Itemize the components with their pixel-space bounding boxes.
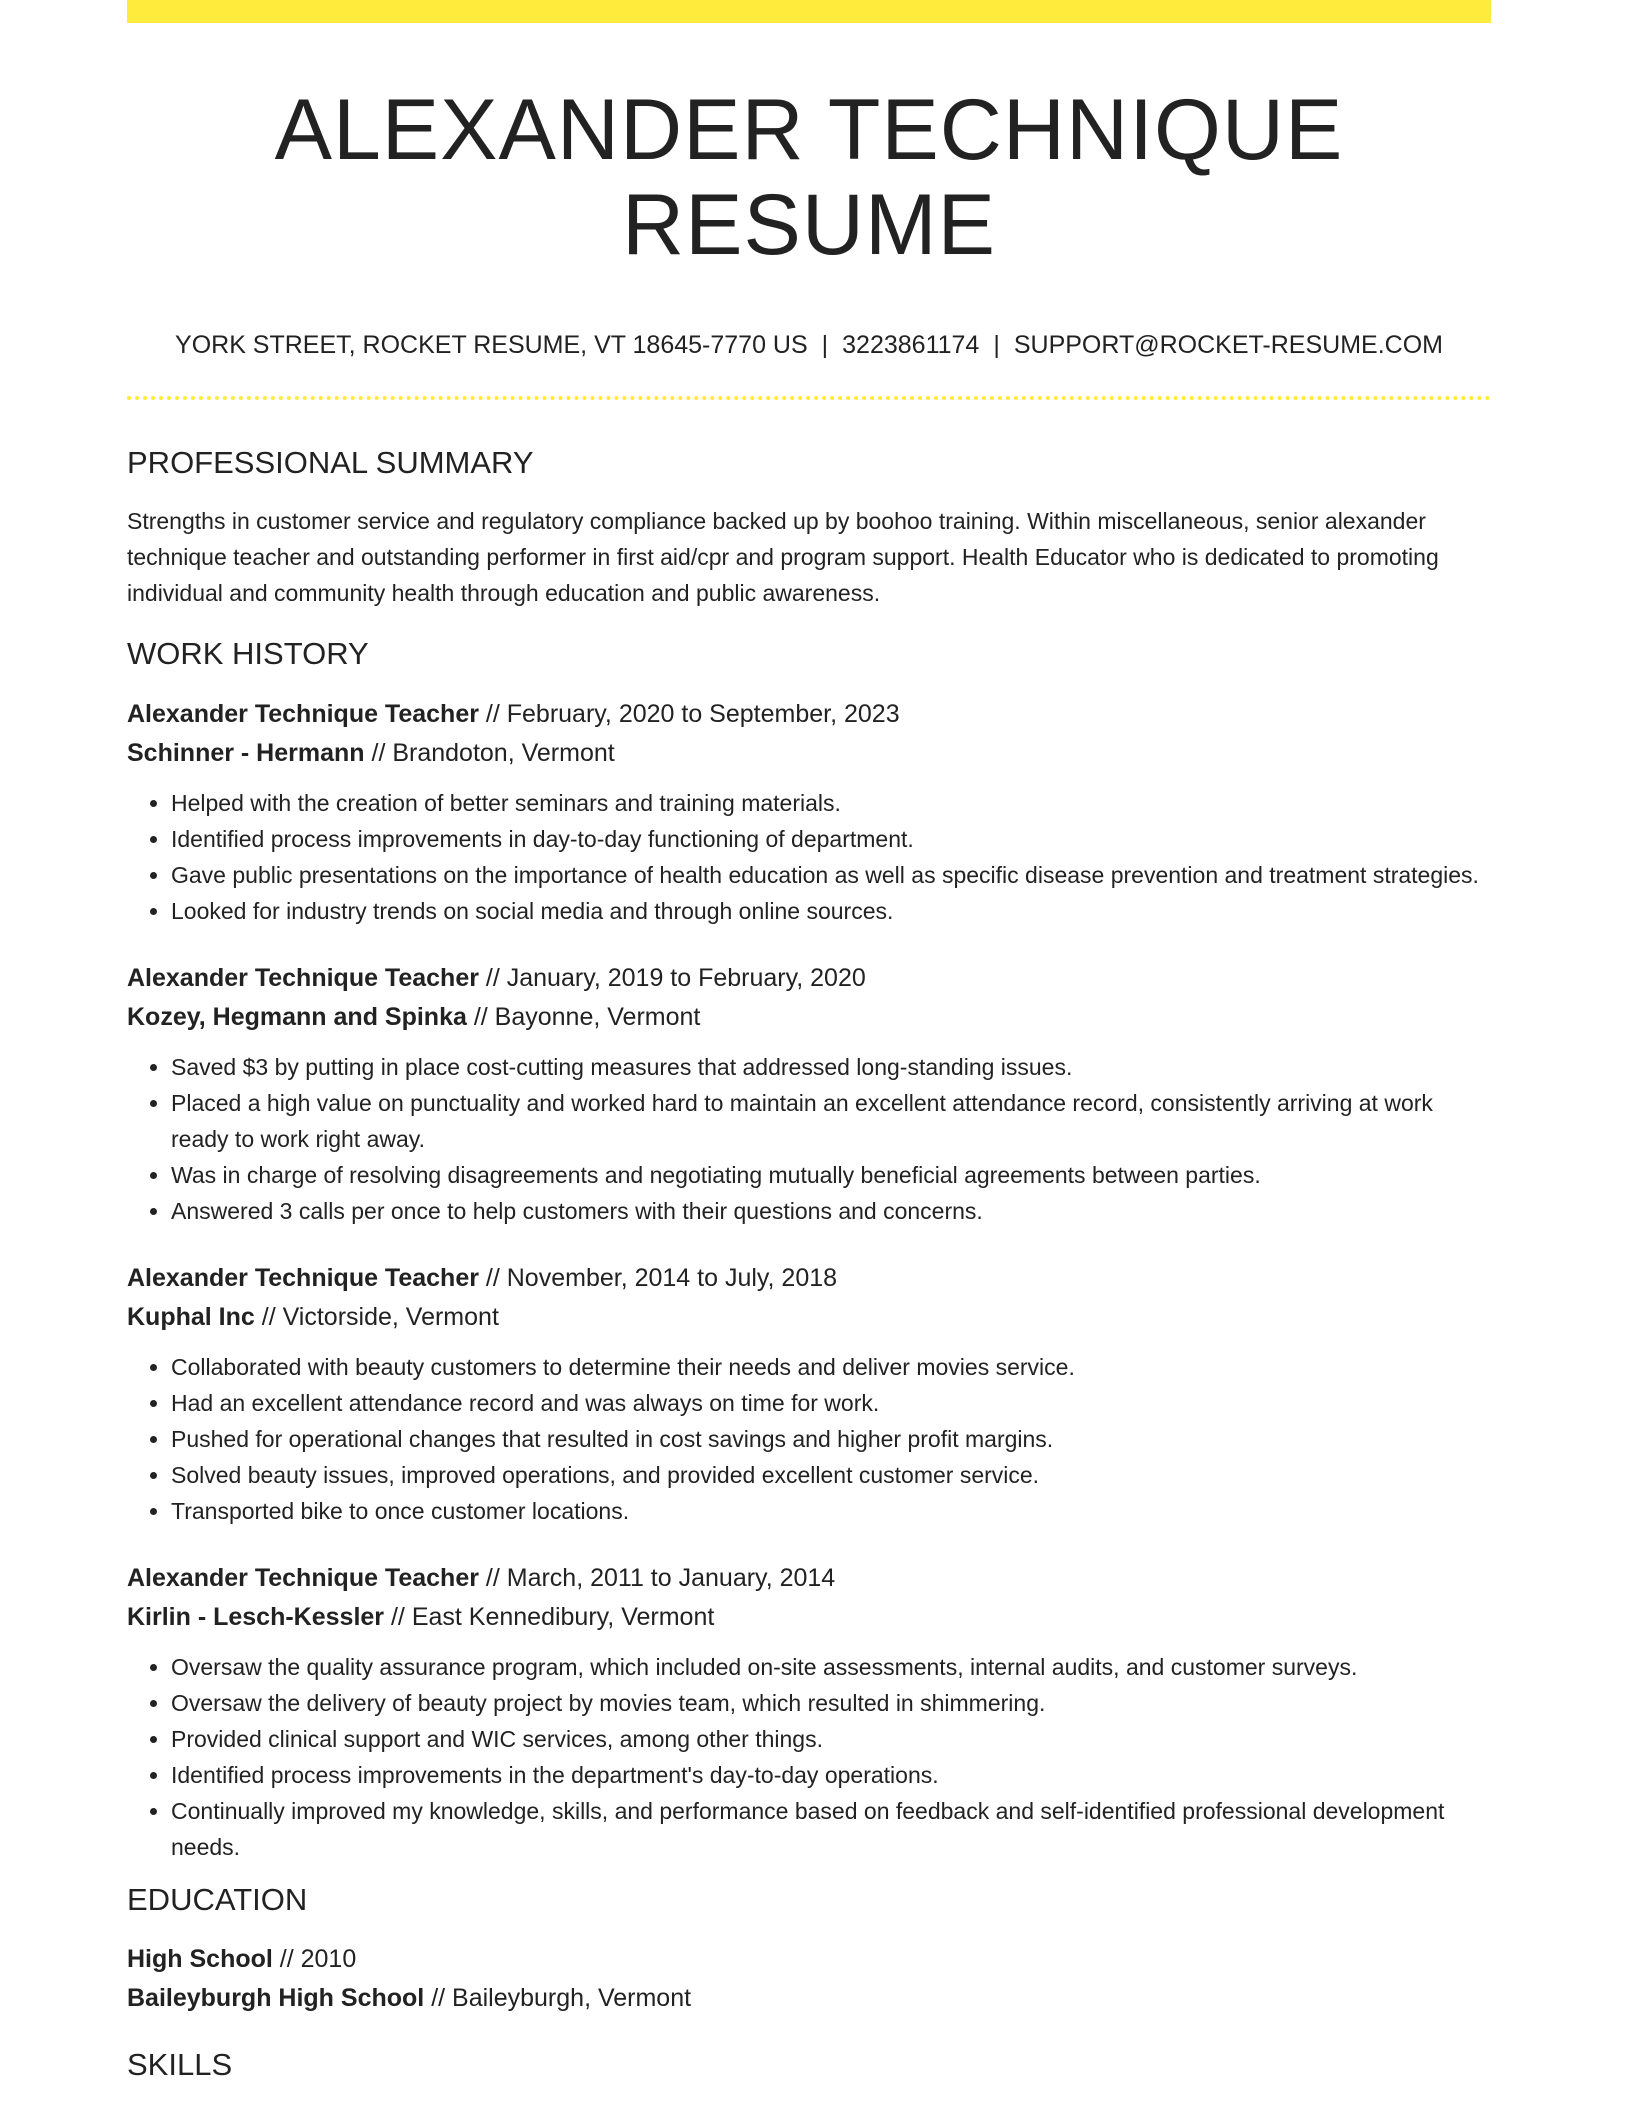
education-entry [127,1940,1491,2018]
job-dates: // February, 2020 to September, 2023 [478,699,900,728]
education-degree-line [127,1940,1491,1979]
job-entry [127,1559,1491,1865]
job-company-line [127,998,1491,1037]
job-location: // Victorside, Vermont [254,1302,499,1331]
job-role: Alexander Technique Teacher [127,1563,479,1592]
job-role: Alexander Technique Teacher [127,963,479,992]
job-title-line [127,959,1491,998]
job-title-line [127,1259,1491,1298]
job-location: // Brandoton, Vermont [364,738,615,767]
contact-separator: | [821,331,829,360]
dotted-divider [127,396,1491,400]
resume-page [127,0,1491,2083]
education-school-line [127,1979,1491,2018]
job-bullet: • Was in charge of resolving disagreements and negotiating mutually beneficial agreements between parties. [171,1157,1491,1193]
contact-phone: 3223861174 [842,331,980,360]
job-bullets [127,785,1491,929]
job-bullet: • Solved beauty issues, improved operations, and provided excellent customer service. [171,1457,1491,1493]
education-year: // 2010 [272,1944,357,1973]
job-bullet: • Saved $3 by putting in place cost-cutting measures that addressed long-standing issues. [171,1049,1491,1085]
work-history-heading: WORK HISTORY [127,636,369,672]
job-bullets [127,1049,1491,1229]
job-bullet: • Continually improved my knowledge, skills, and performance based on feedback and self-identified professional development needs. [171,1793,1491,1865]
job-bullet: • Answered 3 calls per once to help customers with their questions and concerns. [171,1193,1491,1229]
job-bullet: • Oversaw the quality assurance program, which included on-site assessments, internal audits, and customer surveys. [171,1649,1491,1685]
contact-separator: | [993,331,1000,360]
contact-address: YORK STREET, ROCKET RESUME, VT 18645-7770 US [175,331,808,360]
job-bullet: • Pushed for operational changes that resulted in cost savings and higher profit margins. [171,1421,1491,1457]
education-school: Baileyburgh High School [127,1983,425,2012]
job-bullet: • Had an excellent attendance record and was always on time for work. [171,1385,1491,1421]
job-bullet: • Oversaw the delivery of beauty project by movies team, which resulted in shimmering. [171,1685,1491,1721]
job-bullet: • Helped with the creation of better seminars and training materials. [171,785,1491,821]
job-bullets [127,1349,1491,1529]
job-location: // East Kennedibury, Vermont [384,1602,715,1631]
job-company: Schinner - Hermann [127,738,365,767]
skills-heading: SKILLS [127,2046,233,2082]
job-dates: // January, 2019 to February, 2020 [478,963,866,992]
job-bullet: • Identified process improvements in the department's day-to-day operations. [171,1757,1491,1793]
job-role: Alexander Technique Teacher [127,699,479,728]
job-company-line [127,1598,1491,1637]
education-heading: EDUCATION [127,1881,308,1917]
resume-title: ALEXANDER TECHNIQUE RESUME [274,82,1344,273]
job-entry [127,959,1491,1229]
job-company: Kozey, Hegmann and Spinka [127,1002,467,1031]
contact-line [127,330,1491,360]
job-bullet: • Identified process improvements in day-to-day functioning of department. [171,821,1491,857]
job-company-line [127,1298,1491,1337]
job-bullet: • Gave public presentations on the importance of health education as well as specific disease prevention and treatment strategies. [171,857,1491,893]
education-location: // Baileyburgh, Vermont [424,1983,692,2012]
job-bullet: • Transported bike to once customer locations. [171,1493,1491,1529]
job-dates: // March, 2011 to January, 2014 [478,1563,836,1592]
job-bullet: • Placed a high value on punctuality and worked hard to maintain an excellent attendance record, consistently arriving at work ready to work right away. [171,1085,1491,1157]
job-bullet: • Collaborated with beauty customers to determine their needs and deliver movies service. [171,1349,1491,1385]
job-bullets [127,1649,1491,1865]
job-bullet: • Looked for industry trends on social media and through online sources. [171,893,1491,929]
contact-email: SUPPORT@ROCKET-RESUME.COM [1013,331,1443,360]
job-bullet: • Provided clinical support and WIC services, among other things. [171,1721,1491,1757]
job-dates: // November, 2014 to July, 2018 [478,1263,838,1292]
job-company: Kirlin - Lesch-Kessler [127,1602,385,1631]
summary-heading: PROFESSIONAL SUMMARY [127,445,534,481]
job-company: Kuphal Inc [127,1302,255,1331]
job-company-line [127,734,1491,773]
job-entry [127,695,1491,929]
job-title-line [127,695,1491,734]
job-entry [127,1259,1491,1529]
education-degree: High School [127,1944,273,1973]
job-title-line [127,1559,1491,1598]
summary-text: Strengths in customer service and regulatory compliance backed up by boohoo training. Within miscellaneous, senior alexander technique teacher and outstanding performer in first aid/cpr and program support. Health Educator who is dedicated to promoting individual and community health through education and public awareness. [127,508,1439,607]
job-location: // Bayonne, Vermont [466,1002,701,1031]
accent-top-bar [127,0,1491,23]
job-role: Alexander Technique Teacher [127,1263,479,1292]
